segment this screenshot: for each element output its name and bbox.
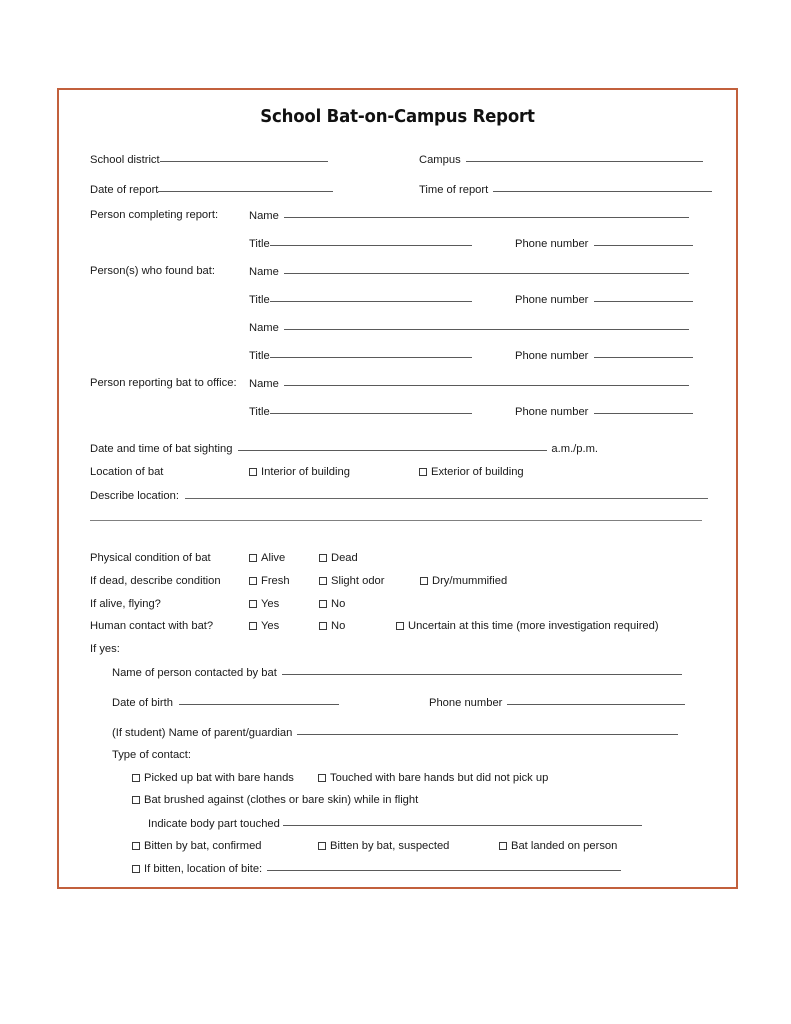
human-contact-no-label: No bbox=[331, 620, 346, 632]
school-district-label: School district bbox=[90, 154, 160, 166]
persons-who-found-bat-label: Person(s) who found bat: bbox=[90, 265, 215, 277]
checkbox-dry-mummified[interactable] bbox=[420, 574, 507, 588]
name-label-4: Name bbox=[249, 378, 279, 390]
alive-label: Alive bbox=[261, 552, 286, 564]
checkbox-icon-picked-up-bat[interactable] bbox=[132, 774, 140, 782]
checkbox-bitten-suspected[interactable] bbox=[318, 839, 449, 853]
checkbox-icon-brushed-against[interactable] bbox=[132, 796, 140, 804]
phone-input-3[interactable] bbox=[594, 348, 693, 358]
field-name-3[interactable] bbox=[249, 320, 689, 335]
section-label-person-completing-report bbox=[90, 208, 218, 222]
describe-location-input-line-2[interactable] bbox=[90, 520, 702, 521]
section-label-person-reporting-bat bbox=[90, 376, 237, 390]
field-date-of-birth[interactable] bbox=[112, 695, 339, 710]
body-part-label: Indicate body part touched bbox=[148, 818, 280, 830]
if-yes-label: If yes: bbox=[90, 643, 120, 655]
checkbox-bitten-confirmed[interactable] bbox=[132, 839, 262, 853]
title-input-1[interactable] bbox=[270, 236, 472, 246]
checkbox-human-contact-no[interactable] bbox=[319, 619, 345, 633]
if-alive-flying-label: If alive, flying? bbox=[90, 598, 161, 610]
date-of-report-input[interactable] bbox=[158, 182, 333, 192]
name-contacted-label: Name of person contacted by bat bbox=[112, 667, 277, 679]
phone-contacted-input[interactable] bbox=[507, 695, 685, 705]
time-of-report-input[interactable] bbox=[493, 182, 712, 192]
field-date-time-of-sighting[interactable] bbox=[90, 441, 598, 456]
dry-mummified-label: Dry/mummified bbox=[432, 575, 508, 587]
ampm-label: a.m./p.m. bbox=[551, 443, 599, 455]
checkbox-icon-alive[interactable] bbox=[249, 554, 257, 562]
flying-no-label: No bbox=[331, 598, 346, 610]
checkbox-icon-touched-not-picked-up[interactable] bbox=[318, 774, 326, 782]
phone-contacted-label: Phone number bbox=[429, 697, 503, 709]
name-label-1: Name bbox=[249, 210, 279, 222]
person-completing-report-label: Person completing report: bbox=[90, 209, 219, 221]
type-of-contact-label: Type of contact: bbox=[112, 749, 191, 761]
phone-input-1[interactable] bbox=[594, 236, 693, 246]
field-school-district[interactable] bbox=[90, 152, 328, 167]
phone-label-2: Phone number bbox=[515, 294, 589, 306]
title-input-3[interactable] bbox=[270, 348, 472, 358]
phone-input-2[interactable] bbox=[594, 292, 693, 302]
field-name-4[interactable] bbox=[249, 376, 689, 391]
human-contact-label: Human contact with bat? bbox=[90, 620, 214, 632]
date-of-birth-input[interactable] bbox=[179, 695, 339, 705]
checkbox-icon-human-contact-uncertain[interactable] bbox=[396, 622, 404, 630]
field-title-2[interactable] bbox=[249, 292, 472, 307]
describe-location-label: Describe location: bbox=[90, 490, 179, 502]
title-label-4: Title bbox=[249, 406, 270, 418]
date-of-birth-label: Date of birth bbox=[112, 697, 173, 709]
brushed-against-label: Bat brushed against (clothes or bare skin) while in flight bbox=[144, 794, 419, 806]
parent-guardian-input[interactable] bbox=[297, 725, 678, 735]
checkbox-icon-dry-mummified[interactable] bbox=[420, 577, 428, 585]
slight-odor-label: Slight odor bbox=[331, 575, 385, 587]
checkbox-bat-landed-on-person[interactable] bbox=[499, 839, 617, 853]
checkbox-bite-location[interactable] bbox=[132, 861, 621, 876]
title-label-1: Title bbox=[249, 238, 270, 250]
name-input-1[interactable] bbox=[284, 208, 689, 218]
checkbox-dead[interactable] bbox=[319, 551, 358, 565]
section-label-persons-who-found-bat bbox=[90, 264, 215, 278]
field-date-of-report[interactable] bbox=[90, 182, 333, 197]
campus-input[interactable] bbox=[466, 152, 703, 162]
title-label-3: Title bbox=[249, 350, 270, 362]
field-body-part-touched[interactable] bbox=[148, 816, 642, 831]
field-phone-2[interactable] bbox=[515, 292, 693, 307]
bite-location-label: If bitten, location of bite: bbox=[144, 863, 263, 875]
field-title-3[interactable] bbox=[249, 348, 472, 363]
field-phone-contacted[interactable] bbox=[429, 695, 685, 710]
school-district-input[interactable] bbox=[160, 152, 328, 162]
checkbox-icon-bite-location[interactable] bbox=[132, 865, 140, 873]
phone-label-3: Phone number bbox=[515, 350, 589, 362]
field-parent-guardian[interactable] bbox=[112, 725, 678, 740]
field-phone-4[interactable] bbox=[515, 404, 693, 419]
checkbox-icon-exterior[interactable] bbox=[419, 468, 427, 476]
form-page-border bbox=[57, 88, 738, 889]
location-of-bat-label: Location of bat bbox=[90, 466, 164, 478]
name-input-4[interactable] bbox=[284, 376, 689, 386]
picked-up-label: Picked up bat with bare hands bbox=[144, 772, 294, 784]
checkbox-icon-interior[interactable] bbox=[249, 468, 257, 476]
checkbox-exterior-of-building[interactable] bbox=[419, 465, 524, 479]
checkbox-fresh[interactable] bbox=[249, 574, 290, 588]
phone-label-1: Phone number bbox=[515, 238, 589, 250]
checkbox-alive[interactable] bbox=[249, 551, 285, 565]
checkbox-icon-flying-no[interactable] bbox=[319, 600, 327, 608]
checkbox-icon-dead[interactable] bbox=[319, 554, 327, 562]
time-of-report-label: Time of report bbox=[419, 184, 489, 196]
bitten-suspected-label: Bitten by bat, suspected bbox=[330, 840, 450, 852]
checkbox-icon-bitten-confirmed[interactable] bbox=[132, 842, 140, 850]
landed-on-person-label: Bat landed on person bbox=[511, 840, 618, 852]
checkbox-flying-yes[interactable] bbox=[249, 597, 279, 611]
checkbox-flying-no[interactable] bbox=[319, 597, 345, 611]
field-name-1[interactable] bbox=[249, 208, 689, 223]
field-phone-3[interactable] bbox=[515, 348, 693, 363]
field-campus[interactable] bbox=[419, 152, 703, 167]
form-body bbox=[59, 90, 736, 887]
checkbox-brushed-against[interactable] bbox=[132, 793, 418, 807]
date-of-report-label: Date of report bbox=[90, 184, 159, 196]
name-label-2: Name bbox=[249, 266, 279, 278]
parent-guardian-label: (If student) Name of parent/guardian bbox=[112, 727, 293, 739]
checkbox-icon-human-contact-yes[interactable] bbox=[249, 622, 257, 630]
phone-input-4[interactable] bbox=[594, 404, 693, 414]
touched-not-picked-label: Touched with bare hands but did not pick up bbox=[330, 772, 549, 784]
name-contacted-input[interactable] bbox=[282, 665, 682, 675]
checkbox-icon-fresh[interactable] bbox=[249, 577, 257, 585]
checkbox-slight-odor[interactable] bbox=[319, 574, 385, 588]
human-contact-yes-label: Yes bbox=[261, 620, 280, 632]
date-time-sighting-input[interactable] bbox=[238, 441, 547, 451]
phone-label-4: Phone number bbox=[515, 406, 589, 418]
describe-location-input-line-1[interactable] bbox=[185, 490, 708, 499]
field-name-2[interactable] bbox=[249, 264, 689, 279]
title-input-4[interactable] bbox=[270, 404, 472, 414]
if-dead-describe-condition-label: If dead, describe condition bbox=[90, 575, 221, 587]
date-time-sighting-label: Date and time of bat sighting bbox=[90, 443, 233, 455]
page-title: School Bat-on-Campus Report bbox=[260, 106, 535, 127]
field-describe-location[interactable] bbox=[90, 489, 708, 503]
field-phone-1[interactable] bbox=[515, 236, 693, 251]
exterior-label: Exterior of building bbox=[431, 466, 524, 478]
interior-label: Interior of building bbox=[261, 466, 350, 478]
body-part-input[interactable] bbox=[283, 816, 642, 826]
checkbox-icon-slight-odor[interactable] bbox=[319, 577, 327, 585]
field-title-1[interactable] bbox=[249, 236, 472, 251]
name-input-2[interactable] bbox=[284, 264, 689, 274]
checkbox-icon-flying-yes[interactable] bbox=[249, 600, 257, 608]
person-reporting-bat-label: Person reporting bat to office: bbox=[90, 377, 237, 389]
title-label-2: Title bbox=[249, 294, 270, 306]
name-input-3[interactable] bbox=[284, 320, 689, 330]
human-contact-uncertain-label: Uncertain at this time (more investigation required) bbox=[408, 620, 659, 632]
checkbox-icon-bitten-suspected[interactable] bbox=[318, 842, 326, 850]
flying-yes-label: Yes bbox=[261, 598, 280, 610]
checkbox-touched-not-picked-up[interactable] bbox=[318, 771, 548, 785]
checkbox-interior-of-building[interactable] bbox=[249, 465, 350, 479]
checkbox-human-contact-uncertain[interactable] bbox=[396, 619, 659, 633]
field-title-4[interactable] bbox=[249, 404, 472, 419]
campus-label: Campus bbox=[419, 154, 461, 166]
field-name-contacted-by-bat[interactable] bbox=[112, 665, 682, 680]
physical-condition-label: Physical condition of bat bbox=[90, 552, 211, 564]
checkbox-human-contact-yes[interactable] bbox=[249, 619, 279, 633]
dead-label: Dead bbox=[331, 552, 358, 564]
field-time-of-report[interactable] bbox=[419, 182, 712, 197]
checkbox-icon-bat-landed-on-person[interactable] bbox=[499, 842, 507, 850]
checkbox-icon-human-contact-no[interactable] bbox=[319, 622, 327, 630]
checkbox-picked-up-bat[interactable] bbox=[132, 771, 294, 785]
title-input-2[interactable] bbox=[270, 292, 472, 302]
bitten-confirmed-label: Bitten by bat, confirmed bbox=[144, 840, 262, 852]
name-label-3: Name bbox=[249, 322, 279, 334]
fresh-label: Fresh bbox=[261, 575, 290, 587]
bite-location-input[interactable] bbox=[267, 861, 621, 871]
